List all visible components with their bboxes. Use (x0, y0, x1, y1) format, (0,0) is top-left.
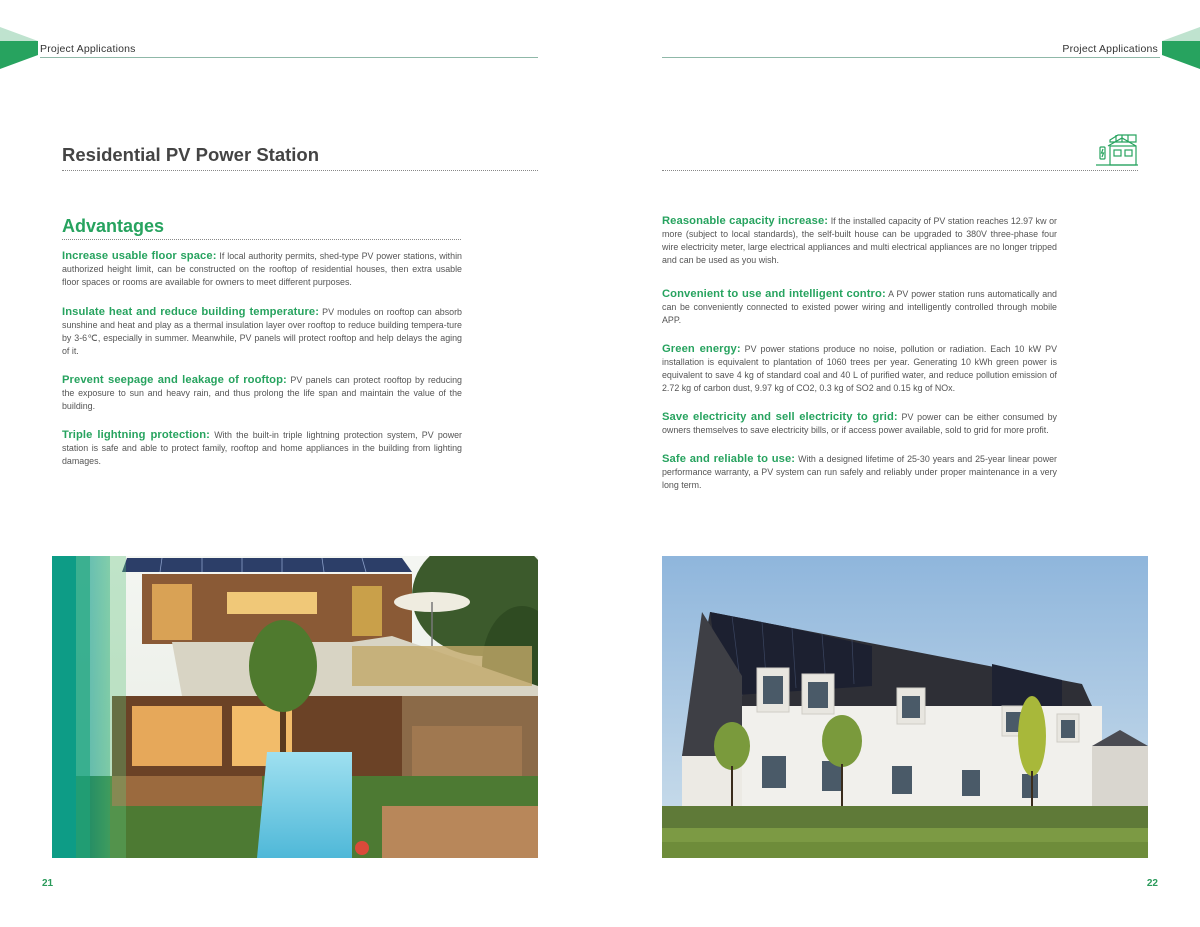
advantage-text: PV panels can protect rooftop by reducing the exposure to sun and heavy rain, and thus prolong the life span and maintain the value of the building. (62, 375, 462, 411)
advantage-text: PV modules on rooftop can absorb sunshine and heat and play as a thermal insulation layer over rooftop to reduce building tempera-ture by 3-6℃, especially in summer. Meanwhile, PV panels will protect rooftop and help delays the aging of it. (62, 307, 462, 356)
advantage-text: If local authority permits, shed-type PV power stations, within authorized height limit, can be constructed on the rooftop of residential houses, then extra usable floor spaces or rooms are available for owners to meet different purposes. (62, 251, 462, 287)
title-divider-right (662, 170, 1138, 171)
title-divider-left (62, 170, 538, 171)
advantage-text: PV power stations produce no noise, pollution or radiation. Each 10 kW PV installation is equivalent to plantation of 1060 trees per year. Generating 10 kWh green power is equivalent to save 4 kg of standard coal and 40 L of purified water, and reduce pollution emission of 2.72 kg of carbon dust, 9.97 kg of CO2, 0.3 kg of SO2 and 0.15 kg of NOx. (662, 344, 1058, 393)
advantage-insulate-heat (62, 306, 462, 358)
advantage-sell-electricity (662, 411, 1057, 437)
row-houses-photo (662, 556, 1148, 858)
header-label-right: Project Applications (1062, 43, 1158, 55)
advantage-heading: Convenient to use and intelligent contro: (662, 288, 886, 300)
villa-photo (52, 556, 538, 858)
advantage-lightning-protection (62, 429, 462, 468)
solar-house-icon (1096, 134, 1138, 168)
advantage-heading: Green energy: (662, 343, 741, 355)
advantage-heading: Safe and reliable to use: (662, 453, 796, 465)
advantage-text: A PV power station runs automatically and can be conveniently connected to existed power wiring and intelligently controlled through mobile APP. (662, 289, 1057, 325)
corner-chevron-right (1160, 27, 1200, 69)
header-rule-right (662, 57, 1160, 58)
advantage-heading: Save electricity and sell electricity to grid: (662, 411, 898, 423)
advantage-floor-space (62, 250, 462, 289)
page-number-right: 22 (1146, 878, 1158, 889)
advantage-safe-reliable (662, 453, 1057, 492)
header-rule-left (40, 57, 538, 58)
page-title: Residential PV Power Station (62, 144, 320, 165)
header-label-left: Project Applications (40, 43, 136, 55)
advantage-heading: Prevent seepage and leakage of rooftop: (62, 374, 287, 386)
page-number-left: 21 (42, 878, 54, 889)
advantages-heading: Advantages (62, 216, 165, 236)
advantage-text: With a designed lifetime of 25-30 years and 25-year linear power performance warranty, a PV system can run safely and reliably under proper maintenance in a very long term. (662, 454, 1057, 490)
advantage-capacity-increase (662, 215, 1057, 267)
advantage-text: PV power can be either consumed by owners themselves to save electricity bills, or if access power available, sold to grid for more profit. (662, 412, 1057, 435)
advantage-convenient-use (662, 288, 1057, 327)
advantage-text: If the installed capacity of PV station reaches 12.97 kw or more (subject to local standards), the self-built house can be upgraded to 380V three-phase four wire electricity meter, large electrical appliances and multi electrical appliances are no longer tripped and can be used as you wish. (662, 216, 1057, 265)
advantage-text: With the built-in triple lightning protection system, PV power station is safe and able to protect family, rooftop and home appliances in the building from lighting damages. (62, 430, 463, 466)
advantage-heading: Triple lightning protection: (62, 429, 210, 441)
advantage-prevent-seepage (62, 374, 462, 413)
advantage-heading: Insulate heat and reduce building temperature: (62, 306, 320, 318)
advantage-heading: Reasonable capacity increase: (662, 215, 829, 227)
corner-chevron-left (0, 27, 40, 69)
advantage-heading: Increase usable floor space: (62, 250, 217, 262)
advantages-divider (62, 239, 461, 240)
advantage-green-energy (662, 343, 1057, 395)
